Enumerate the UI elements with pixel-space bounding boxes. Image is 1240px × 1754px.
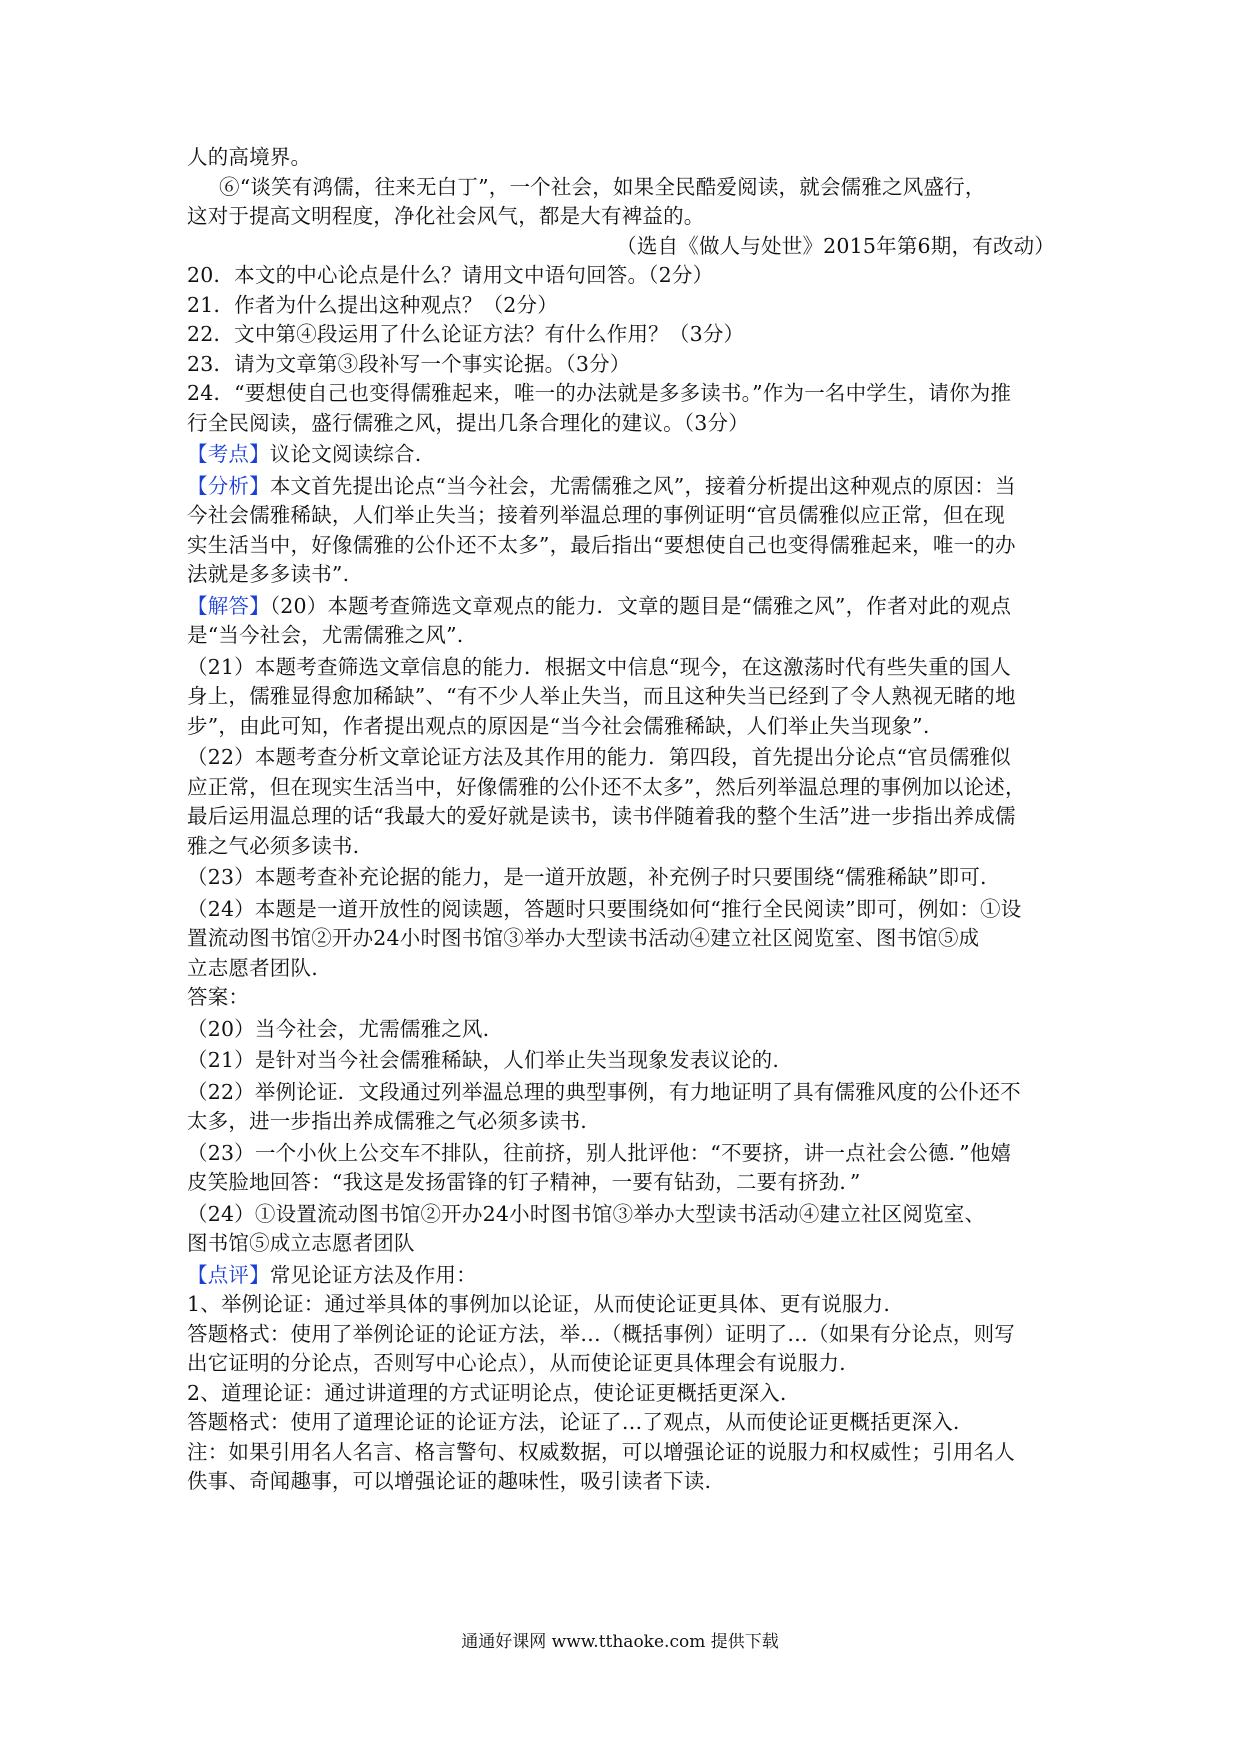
- fenxi-line: 实生活当中，好像儒雅的公仆还不太多”，最后指出“要想使自己也变得儒雅起来，唯一的办: [187, 532, 1016, 557]
- jieda-tag: 【解答】: [187, 593, 270, 618]
- dianping-line: 佚事、奇闻趣事，可以增强论证的趣味性，吸引读者下读.: [187, 1469, 712, 1493]
- question-24-cont: 行全民阅读，盛行儒雅之风，提出几条合理化的建议。（3分）: [187, 410, 749, 435]
- dianping-line: 注：如果引用名人名言、格言警句、权威数据，可以增强论证的说服力和权威性；引用名人: [187, 1439, 1015, 1464]
- question-22: 22．文中第④段运用了什么论证方法？有什么作用？（3分）: [187, 322, 745, 346]
- fenxi-tag: 【分析】: [187, 473, 270, 498]
- passage-line: 这对于提高文明程度，净化社会风气，都是大有裨益的。: [187, 204, 705, 228]
- question-24: 24．“要想使自己也变得儒雅起来，唯一的办法就是多多读书。”作为一名中学生，请你为推: [187, 381, 1012, 405]
- kaodian-tag: 【考点】: [187, 442, 270, 466]
- jieda-line: （21）本题考查筛选文章信息的能力．根据文中信息“现今，在这激荡时代有些失重的国人: [187, 654, 1011, 679]
- jieda-line: 是“当今社会，尤需儒雅之风”.: [187, 623, 464, 647]
- question-23: 23．请为文章第③段补写一个事实论据。（3分）: [187, 351, 631, 376]
- answer-line: （24）①设置流动图书馆②开办24小时图书馆③举办大型读书活动④建立社区阅览室、: [187, 1201, 986, 1226]
- answer-line: 皮笑脸地回答：“我这是发扬雷锋的钉子精神，一要有钻劲，二要有挤劲．”: [187, 1170, 861, 1194]
- fenxi-text: 本文首先提出论点“当今社会，尤需儒雅之风”，接着分析提出这种观点的原因：当: [269, 473, 1016, 498]
- answer-line: 太多，进一步指出养成儒雅之气必须多读书.: [187, 1109, 588, 1133]
- answer-line: （22）举例论证．文段通过列举温总理的典型事例，有力地证明了具有儒雅风度的公仆还不: [187, 1079, 1021, 1104]
- jieda-text: （20）本题考查筛选文章观点的能力．文章的题目是“儒雅之风”，作者对此的观点: [269, 593, 1012, 618]
- fenxi-line: 法就是多多读书”.: [187, 562, 350, 586]
- dianping-tag: 【点评】: [187, 1262, 270, 1287]
- jieda-line: 应正常，但在现实生活当中，好像儒雅的公仆还不太多”，然后列举温总理的事例加以论述，: [187, 774, 1026, 799]
- dianping-line: 答题格式：使用了举例论证的论证方法，举…（概括事例）证明了…（如果有分论点，则写: [187, 1321, 1015, 1346]
- fenxi-section: [187, 472, 1055, 502]
- dianping-line: 1、举例论证：通过举具体的事例加以论证，从而使论证更具体、更有说服力.: [187, 1292, 891, 1316]
- answer-line: （23）一个小伙上公交车不排队，往前挤，别人批评他：“不要挤，讲一点社会公德．”他嬉: [187, 1140, 1012, 1165]
- page-footer: 通通好课网 www.tthaoke.com 提供下载: [461, 1632, 779, 1652]
- jieda-line: 步”，由此可知，作者提出观点的原因是“当今社会儒雅稀缺，人们举止失当现象”.: [187, 713, 930, 738]
- jieda-line: （23）本题考查补充论据的能力，是一道开放题，补充例子时只要围绕“儒雅稀缺”即可.: [187, 865, 987, 889]
- dianping-section: [187, 1261, 1055, 1291]
- jieda-section: [187, 592, 1055, 622]
- passage-source: （选自《做人与处世》2015年第6期，有改动）: [616, 233, 1055, 258]
- jieda-line: （24）本题是一道开放性的阅读题，答题时只要围绕如何“推行全民阅读”即可，例如：①设: [187, 896, 1022, 921]
- question-21: 21．作者为什么提出这种观点？（2分）: [187, 292, 558, 317]
- passage-line: 人的高境界。: [187, 145, 312, 169]
- document-page: [187, 143, 1055, 1497]
- kaodian-section: [187, 440, 1055, 470]
- jieda-line: （22）本题考查分析文章论证方法及其作用的能力．第四段，首先提出分论点“官员儒雅似: [187, 745, 1011, 769]
- passage-line: ⑥“谈笑有鸿儒，往来无白丁”，一个社会，如果全民酷爱阅读，就会儒雅之风盛行，: [219, 174, 986, 199]
- question-20: 20．本文的中心论点是什么？请用文中语句回答。（2分）: [187, 263, 714, 287]
- jieda-line: 置流动图书馆②开办24小时图书馆③举办大型读书活动④建立社区阅览室、图书馆⑤成: [187, 926, 980, 950]
- dianping-line: 2、道理论证：通过讲道理的方式证明论点，使论证更概括更深入.: [187, 1380, 787, 1405]
- jieda-line: 身上，儒雅显得愈加稀缺”、“有不少人举止失当，而且这种失当已经到了令人熟视无睹的地: [187, 684, 1016, 708]
- dianping-line: 出它证明的分论点，否则写中心论点），从而使论证更具体理会有说服力.: [187, 1351, 846, 1375]
- jieda-line: 立志愿者团队.: [187, 955, 318, 980]
- answer-line: 图书馆⑤成立志愿者团队: [187, 1231, 415, 1255]
- fenxi-line: 今社会儒雅稀缺，人们举止失当；接着列举温总理的事例证明“官员儒雅似应正常，但在现: [187, 503, 1005, 527]
- jieda-line: 最后运用温总理的话“我最大的爱好就是读书，读书伴随着我的整个生活”进一步指出养成儒: [187, 804, 1016, 828]
- answer-line: （21）是针对当今社会儒雅稀缺，人们举止失当现象发表议论的.: [187, 1048, 780, 1072]
- dianping-line: 答题格式：使用了道理论证的论证方法，论证了…了观点，从而使论证更概括更深入.: [187, 1410, 960, 1434]
- answer-label: 答案：: [187, 985, 250, 1009]
- dianping-text: 常见论证方法及作用：: [269, 1262, 477, 1287]
- answer-line: （20）当今社会，尤需儒雅之风.: [187, 1016, 490, 1041]
- jieda-line: 雅之气必须多读书.: [187, 833, 360, 858]
- kaodian-text: 议论文阅读综合.: [269, 442, 422, 466]
